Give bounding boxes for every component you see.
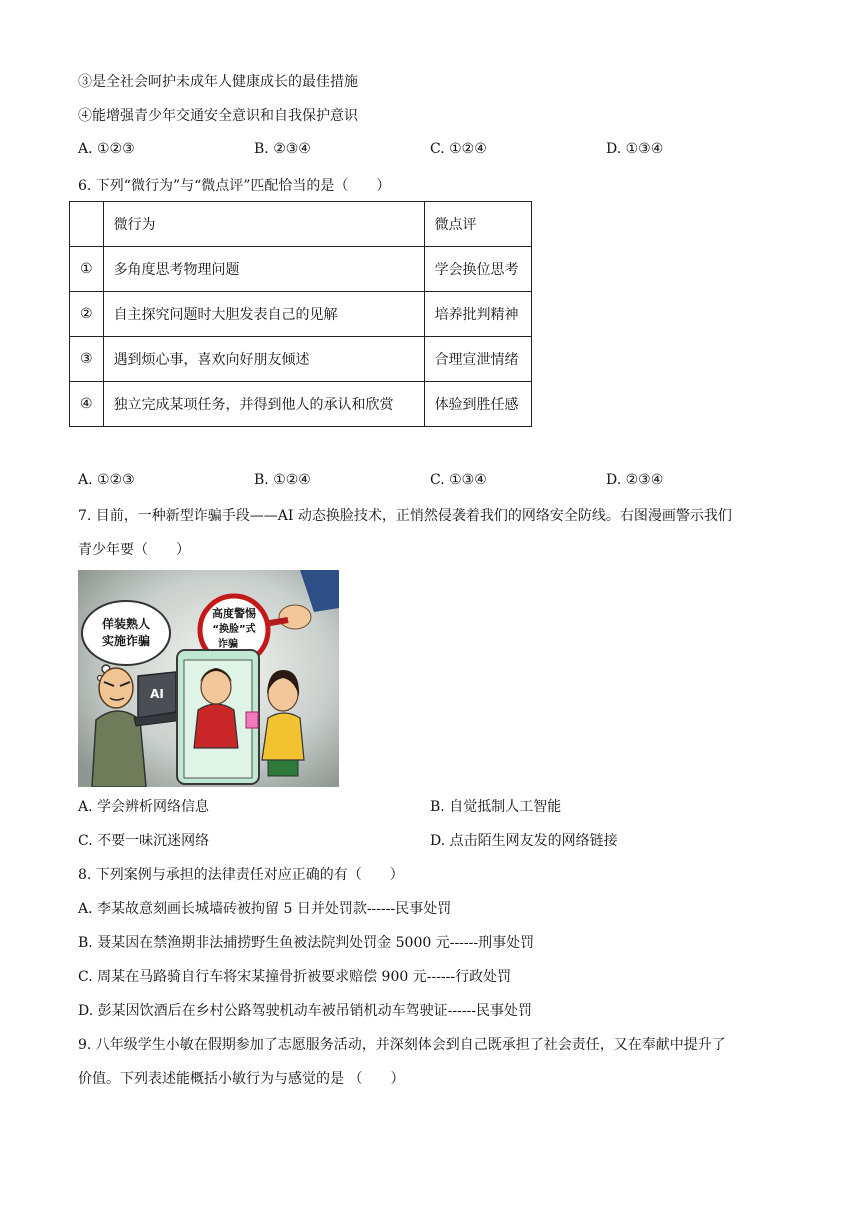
q7-option-a[interactable]: A. 学会辨析网络信息 (78, 799, 210, 815)
table-row (70, 382, 532, 427)
q7-option-b[interactable]: B. 自觉抵制人工智能 (430, 799, 562, 815)
table-cell-number: ① (70, 247, 104, 292)
table-cell-number: ④ (70, 382, 104, 427)
table-cell-comment: 学会换位思考 (424, 247, 531, 292)
q6-stem: 6. 下列“微行为”与“微点评”匹配恰当的是（ ） (78, 178, 391, 194)
table-cell-number: ③ (70, 337, 104, 382)
table-cell-behavior: 自主探究问题时大胆发表自己的见解 (103, 292, 424, 337)
q8-option-c[interactable]: C. 周某在马路骑自行车将宋某撞骨折被要求赔偿 900 元------行政处罚 (78, 969, 512, 985)
table-header-comment: 微点评 (424, 202, 531, 247)
table-row (70, 247, 532, 292)
table-cell-behavior: 多角度思考物理问题 (103, 247, 424, 292)
table-row (70, 202, 532, 247)
q5-option-d[interactable]: D. ①③④ (606, 141, 664, 157)
q5-option-b[interactable]: B. ②③④ (254, 141, 311, 157)
girl-figure (262, 713, 304, 760)
q7-stem-line1: 7. 目前，一种新型诈骗手段——AI 动态换脸技术，正悄然侵袭着我们的网络安全防线。右图漫画警示我们 (78, 508, 732, 524)
q8-stem: 8. 下列案例与承担的法律责任对应正确的有（ ） (78, 867, 404, 883)
q6-table (69, 201, 532, 427)
speech-bubble (82, 601, 170, 665)
bubble-text-2: 实施诈骗 (101, 634, 151, 648)
table-cell-behavior: 遇到烦心事，喜欢向好朋友倾述 (103, 337, 424, 382)
hand-shape (279, 605, 311, 629)
table-row (70, 337, 532, 382)
q5-options (0, 141, 860, 161)
q5-option-a[interactable]: A. ①②③ (78, 141, 135, 157)
q6-option-d[interactable]: D. ②③④ (606, 472, 664, 488)
table-cell-comment: 合理宣泄情绪 (424, 337, 531, 382)
q9-stem-line1: 9. 八年级学生小敏在假期参加了志愿服务活动，并深刻体会到自己既承担了社会责任，又在奉献中提升了 (78, 1037, 726, 1053)
q6-options (0, 472, 860, 492)
q5-statement-3: ③是全社会呵护未成年人健康成长的最佳措施 (78, 74, 358, 90)
impersonated-figure (194, 704, 238, 748)
q5-statement-4: ④能增强青少年交通安全意识和自我保护意识 (78, 108, 358, 124)
scammer-head (99, 668, 133, 708)
sign-text-2: “换脸”式 (212, 624, 256, 635)
q7-stem-line2: 青少年要（ ） (78, 542, 190, 558)
q7-cartoon-image (78, 570, 339, 787)
table-cell-behavior: 独立完成某项任务，并得到他人的承认和欣赏 (103, 382, 424, 427)
q8-option-d[interactable]: D. 彭某因饮酒后在乡村公路驾驶机动车被吊销机动车驾驶证------民事处罚 (78, 1003, 533, 1019)
table-cell-number: ② (70, 292, 104, 337)
table-header-behavior: 微行为 (103, 202, 424, 247)
table-cell-comment: 体验到胜任感 (424, 382, 531, 427)
q6-option-c[interactable]: C. ①③④ (430, 472, 487, 488)
q6-option-a[interactable]: A. ①②③ (78, 472, 135, 488)
q6-option-b[interactable]: B. ①②④ (254, 472, 311, 488)
q7-option-c[interactable]: C. 不要一味沉迷网络 (78, 833, 210, 849)
bubble-text-1: 佯装熟人 (101, 617, 151, 631)
pink-card-icon (246, 712, 258, 728)
q8-option-b[interactable]: B. 聂某因在禁渔期非法捕捞野生鱼被法院判处罚金 5000 元------刑事处罚 (78, 935, 535, 951)
q8-option-a[interactable]: A. 李某故意刻画长城墙砖被拘留 5 日并处罚款------民事处罚 (78, 901, 452, 917)
sign-text-3: 诈骗 (218, 639, 238, 650)
q5-option-c[interactable]: C. ①②④ (430, 141, 487, 157)
q9-stem-line2: 价值。下列表述能概括小敏行为与感觉的是 （ ） (78, 1071, 405, 1087)
q7-option-d[interactable]: D. 点击陌生网友发的网络链接 (430, 833, 618, 849)
table-cell (70, 202, 104, 247)
sign-text-1: 高度警惕 (212, 607, 256, 620)
table-cell-comment: 培养批判精神 (424, 292, 531, 337)
laptop-label: AI (150, 687, 164, 701)
table-row (70, 292, 532, 337)
